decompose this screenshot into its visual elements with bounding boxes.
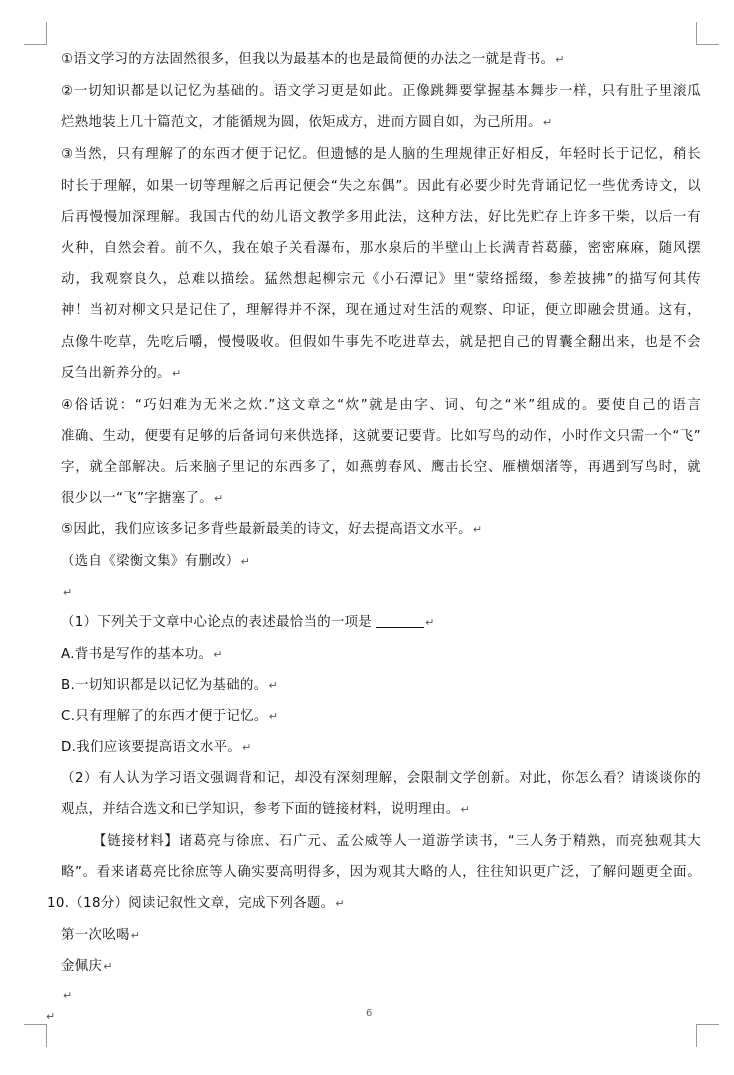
question-2-line: 观点，并结合选文和已学知识，参考下面的链接材料，说明理由。↵ — [61, 802, 471, 817]
passage-line: ③当然，只有理解了的东西才便于记忆。但遗憾的是人脑的生理规律正好相反，年轻时长于记忆，稍长 — [61, 147, 701, 162]
passage-line: ①语文学习的方法固然很多，但我以为最基本的也是最简便的办法之一就是背书。↵ — [61, 52, 565, 67]
empty-paragraph-mark: ↵ — [63, 586, 73, 599]
passage-line: ②一切知识都是以记忆为基础的。语文学习更是如此。正像跳舞要掌握基本舞步一样，只有肚子里滚瓜 — [61, 84, 701, 99]
option-a: A.背书是写作的基本功。↵ — [61, 647, 223, 662]
option-c: C.只有理解了的东西才便于记忆。↵ — [61, 709, 279, 724]
story-author: 金佩庆↵ — [61, 959, 113, 974]
empty-paragraph-mark: ↵ — [63, 989, 73, 1002]
link-material-line: 【链接材料】诸葛亮与徐庶、石广元、孟公威等人一道游学读书，“三人务于精熟，而亮独观其大 — [93, 834, 701, 849]
passage-line: 烂熟地装上几十篇范文，才能循规为圆，依矩成方，进而方圆自如，为己所用。↵ — [61, 115, 553, 130]
page-number: 6 — [366, 1008, 373, 1019]
answer-blank[interactable] — [376, 613, 424, 628]
passage-line: 动，我观察良久，总难以描绘。猛然想起柳宗元《小石潭记》里“蒙络摇缀，参差披拂”的描写何其传 — [61, 272, 701, 287]
question-2-line: （2）有人认为学习语文强调背和记，却没有深刻理解，会限制文学创新。对此，你怎么看？请谈谈你的 — [61, 771, 701, 786]
story-title: 第一次吆喝↵ — [61, 928, 141, 943]
passage-line: 反刍出新养分的。↵ — [61, 366, 182, 381]
source-citation: （选自《梁衡文集》有删改）↵ — [61, 554, 251, 569]
crop-mark-bottom-left — [24, 1024, 47, 1047]
passage-line: 准确、生动，便要有足够的后备词句来供选择，这就要记要背。比如写鸟的动作，小时作文只需一个“飞” — [61, 429, 701, 444]
crop-mark-top-right — [696, 22, 719, 45]
passage-line: ④俗话说：“巧妇难为无米之炊.”这文章之“炊”就是由字、词、句之“米”组成的。要使自己的语言 — [61, 398, 701, 413]
passage-line: 后再慢慢加深理解。我国古代的幼儿语文教学多用此法，这种方法，好比先贮存上许多干柴，以后一有 — [61, 210, 701, 225]
footer-paragraph-mark: ↵ — [46, 1010, 56, 1023]
question-10-heading: 10.（18分）阅读记叙性文章，完成下列各题。↵ — [47, 896, 345, 911]
passage-line: 火种，自然会着。前不久，我在娘子关看瀑布，那水泉后的半壁山上长满青苔葛藤，密密麻麻，随风摆 — [61, 241, 701, 256]
passage-line: 点像牛吃草，先吃后嚼，慢慢吸收。但假如牛事先不吃进草去，就是把自己的胃囊全翻出来，也是不会 — [61, 335, 701, 350]
passage-line: 神！当初对柳文只是记住了，理解得并不深，现在通过对生活的观察、印证，便立即融会贯通。这有， — [61, 303, 701, 318]
crop-mark-bottom-right — [696, 1024, 719, 1047]
question-1: （1）下列关于文章中心论点的表述最恰当的一项是 ↵ — [61, 615, 435, 630]
option-d: D.我们应该要提高语文水平。↵ — [61, 740, 252, 755]
option-b: B.一切知识都是以记忆为基础的。↵ — [61, 678, 279, 693]
link-material-line: 略”。看来诸葛亮比徐庶等人确实要高明得多，因为观其大略的人，往往知识更广泛，了解问题更全面。 — [61, 865, 701, 880]
passage-line: 很少以一“飞”字搪塞了。↵ — [61, 491, 224, 506]
crop-mark-top-left — [24, 22, 47, 45]
passage-line: ⑤因此，我们应该多记多背些最新最美的诗文，好去提高语文水平。↵ — [61, 522, 483, 537]
passage-line: 时长于理解，如果一切等理解之后再记便会“失之东偶”。因此有必要少时先背诵记忆一些优秀诗文，以 — [61, 179, 701, 194]
passage-line: 字，就全部解决。后来脑子里记的东西多了，如燕剪春风、鹰击长空、雁横烟渚等，再遇到写鸟时，就 — [61, 460, 701, 475]
